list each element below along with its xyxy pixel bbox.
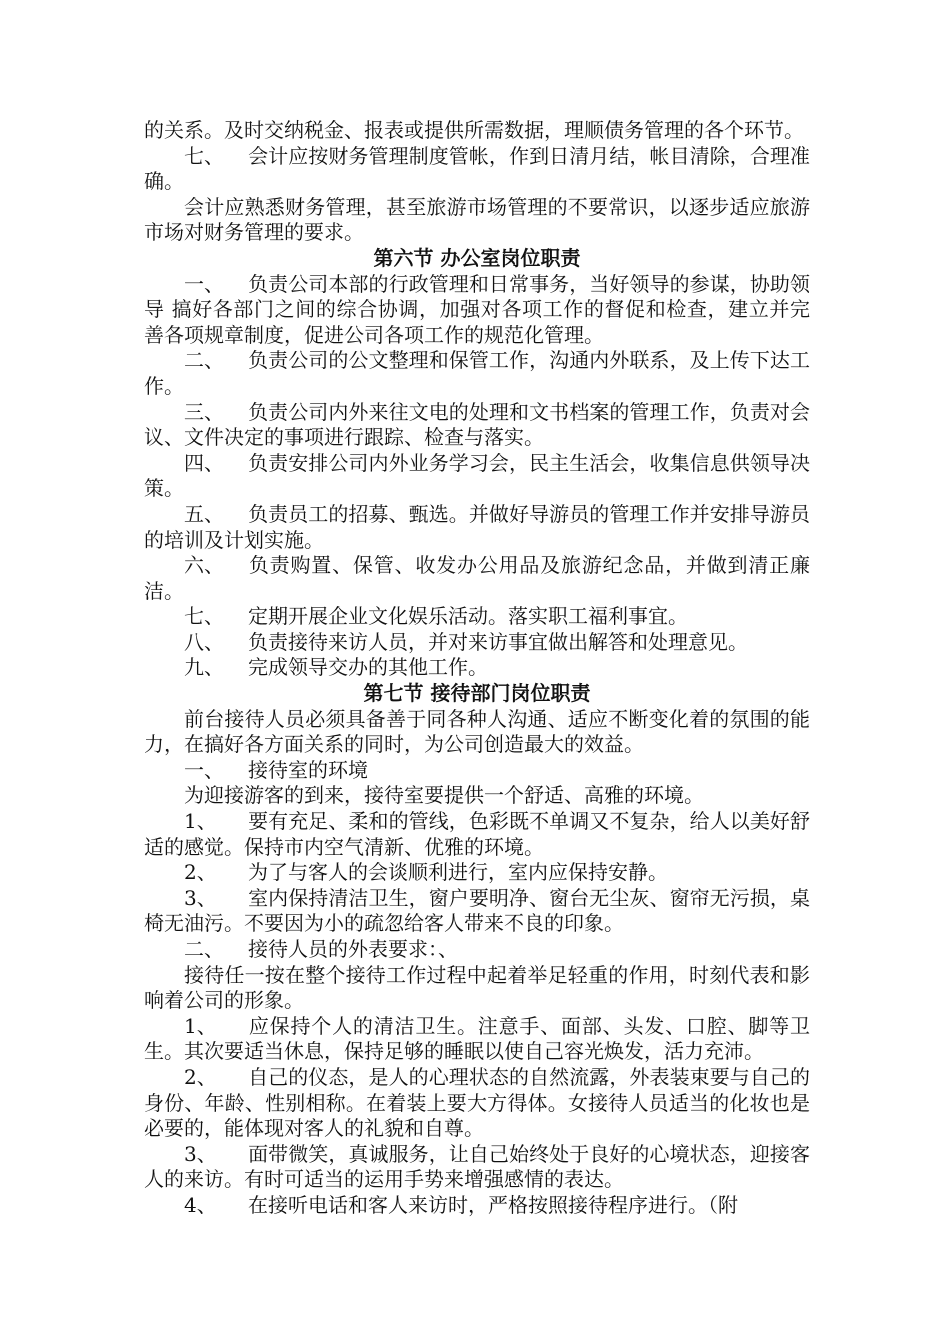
list-item — [144, 604, 810, 630]
item-text: 要有充足、柔和的管线，色彩既不单调又不复杂，给人以美好舒适的感觉。保持市内空气清新、优雅的环境。 — [144, 809, 810, 859]
list-item — [144, 451, 810, 502]
item-number: 六、 — [184, 553, 224, 578]
item-number: 九、 — [184, 655, 224, 680]
item-text: 定期开展企业文化娱乐活动。落实职工福利事宜。 — [248, 604, 688, 629]
list-item — [144, 809, 810, 860]
section-heading: 第六节 办公室岗位职责 — [373, 245, 581, 270]
list-item — [144, 348, 810, 399]
item-number: 3、 — [184, 885, 217, 910]
item-text: 应保持个人的清洁卫生。注意手、面部、头发、口腔、脚等卫生。其次要适当休息，保持足够的睡眠以使自己容光焕发，活力充沛。 — [144, 1013, 810, 1064]
item-text: 负责公司内外来往文电的处理和文书档案的管理工作，负责对会议、文件决定的事项进行跟踪、检查与落实。 — [144, 399, 810, 450]
paragraph: 接待任一按在整个接待工作过程中起着举足轻重的作用，时刻代表和影响着公司的形象。 — [144, 962, 810, 1013]
item-text: 负责公司本部的行政管理和日常事务，当好领导的参谋，协助领导 搞好各部门之间的综合协调，加强对各项工作的督促和检查，建立并完善各项规章制度，促进公司各项工作的规范化管理。 — [144, 271, 810, 347]
item-number: 四、 — [184, 450, 224, 475]
item-number: 2、 — [184, 1064, 217, 1089]
list-item — [144, 655, 810, 681]
item-text: 负责员工的招募、甄选。并做好导游员的管理工作并安排导游员的培训及计划实施。 — [144, 501, 810, 552]
item-number: 1、 — [184, 809, 217, 834]
list-item — [144, 1193, 810, 1219]
list-item — [144, 400, 810, 451]
item-number: 3、 — [184, 1141, 217, 1166]
item-number: 2、 — [184, 860, 217, 885]
item-text: 室内保持清洁卫生，窗户要明净、窗台无尘灰、窗帘无污损，桌椅无油污。不要因为小的疏忽给客人带来不良的印象。 — [144, 885, 810, 936]
list-item — [144, 502, 810, 553]
item-number: 一、 — [184, 757, 224, 782]
item-number: 4、 — [184, 1192, 217, 1217]
paragraph: 会计应熟悉财务管理，甚至旅游市场管理的不要常识，以逐步适应旅游市场对财务管理的要求。 — [144, 194, 810, 245]
list-item — [144, 886, 810, 937]
item-text: 负责购置、保管、收发办公用品及旅游纪念品，并做到清正廉洁。 — [144, 553, 810, 603]
list-item — [144, 1065, 810, 1142]
list-item — [144, 553, 810, 604]
list-item — [144, 144, 810, 195]
item-text: 会计应按财务管理制度管帐，作到日清月结，帐目清除，合理准确。 — [144, 143, 810, 194]
item-number: 一、 — [184, 271, 224, 296]
list-item — [144, 860, 810, 886]
item-number: 七、 — [184, 604, 224, 629]
list-item — [144, 272, 810, 349]
item-text: 自己的仪态，是人的心理状态的自然流露，外表装束要与自己的身份、年龄、性别相称。在着装上要大方得体。女接待人员适当的化妆也是必要的，能体现对客人的礼貌和自尊。 — [144, 1064, 810, 1141]
item-text: 为了与客人的会谈顺利进行，室内应保持安静。 — [248, 860, 668, 885]
item-number: 1、 — [184, 1013, 217, 1038]
item-text: 面带微笑，真诚服务，让自己始终处于良好的心境状态，迎接客人的来访。有时可适当的运用手势来增强感情的表达。 — [144, 1141, 810, 1192]
list-item — [144, 1142, 810, 1193]
section-heading: 第七节 接待部门岗位职责 — [363, 681, 591, 706]
paragraph: 前台接待人员必须具备善于同各种人沟通、适应不断变化着的氛围的能力，在搞好各方面关系的同时，为公司创造最大的效益。 — [144, 706, 810, 757]
item-number: 二、 — [184, 348, 224, 373]
list-item — [144, 758, 810, 784]
item-text: 负责接待来访人员，并对来访事宜做出解答和处理意见。 — [248, 629, 748, 654]
item-number: 三、 — [184, 399, 224, 424]
list-item — [144, 1014, 810, 1065]
item-number: 二、 — [184, 937, 224, 961]
item-text: 完成领导交办的其他工作。 — [248, 655, 488, 680]
item-text: 接待室的环境 — [248, 757, 368, 782]
item-number: 七、 — [184, 143, 224, 168]
item-text: 负责公司的公文整理和保管工作，沟通内外联系，及上传下达工作。 — [144, 348, 810, 398]
document-page — [144, 118, 810, 1219]
paragraph: 为迎接游客的到来，接待室要提供一个舒适、高雅的环境。 — [184, 783, 704, 808]
item-text: 在接听电话和客人来访时，严格按照接待程序进行。（附 — [248, 1192, 738, 1217]
item-number: 八、 — [184, 629, 224, 654]
paragraph: 的关系。及时交纳税金、报表或提供所需数据，理顺债务管理的各个环节。 — [144, 118, 804, 142]
item-text: 负责安排公司内外业务学习会，民主生活会，收集信息供领导决策。 — [144, 450, 810, 501]
item-text: 接待人员的外表要求：、 — [248, 937, 458, 961]
list-item — [144, 937, 810, 963]
list-item — [144, 630, 810, 656]
item-number: 五、 — [184, 501, 224, 526]
